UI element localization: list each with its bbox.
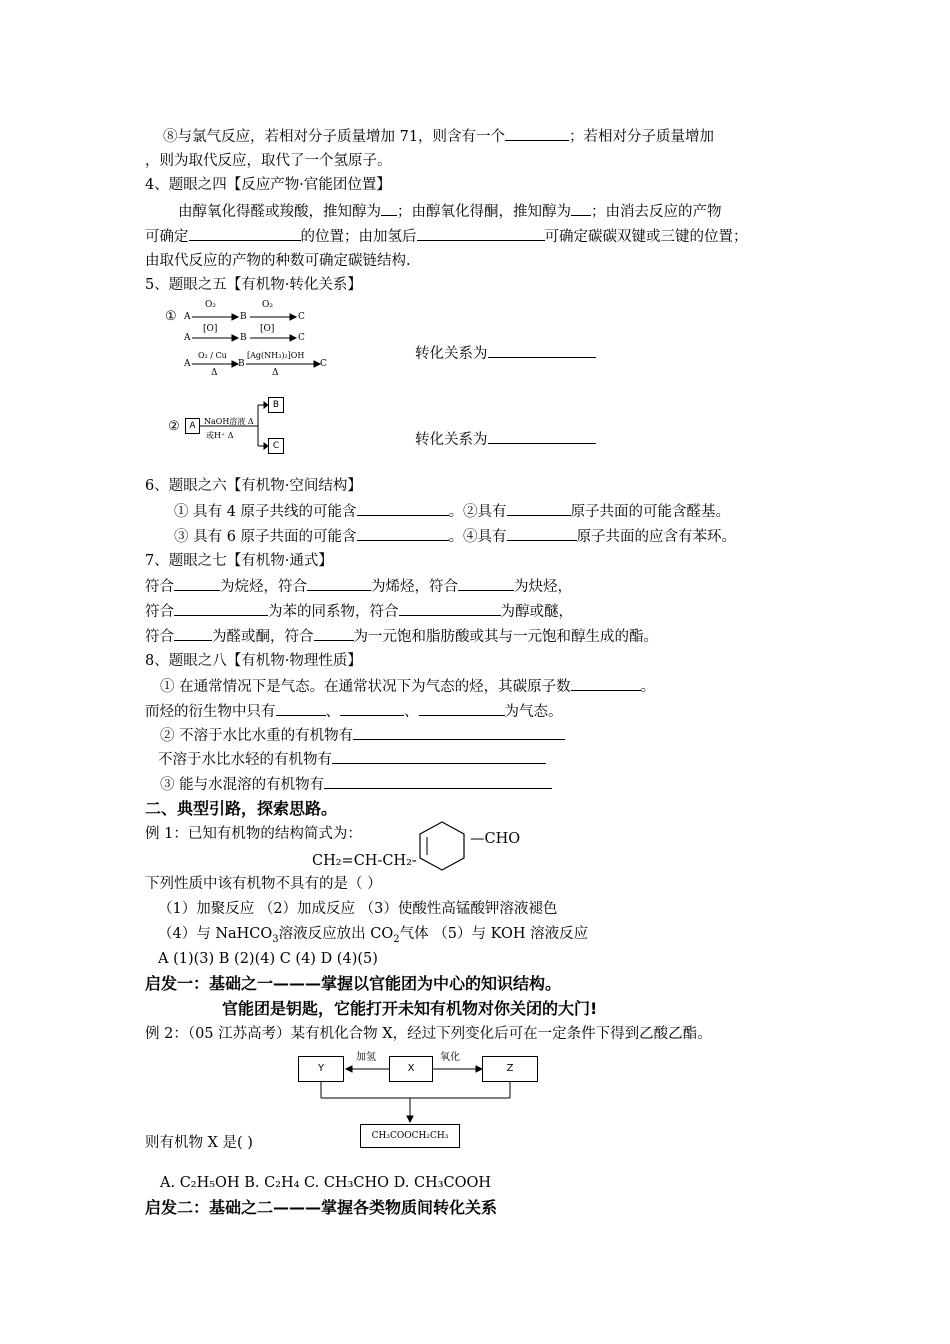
node-c: C [298, 312, 305, 322]
hint-1: 启发一：基础之一———掌握以官能团为中心的知识结构。 [145, 974, 562, 993]
label-acid: 或H⁺ Δ [206, 431, 234, 440]
blank[interactable] [488, 342, 596, 358]
line-8-cont: ，则为取代反应，取代了一个氢原子。 [145, 153, 392, 169]
label-o2: O₂ [262, 300, 273, 310]
node-b: B [240, 312, 247, 322]
s6-l1: ① 具有 4 原子共线的可能含 。②具有 原子共面的可能含醛基。 [174, 500, 730, 523]
node-z: Z [482, 1056, 538, 1082]
example2-arrows [290, 1050, 550, 1130]
node-c: C [320, 359, 327, 369]
relation-1: 转化关系为 [415, 342, 596, 365]
label-o: [O] [260, 324, 275, 334]
s4-p3: 由取代反应的产物的种数可确定碳链结构. [145, 253, 411, 269]
blank[interactable] [488, 428, 596, 444]
node-a: A [184, 312, 191, 322]
node-c: C [298, 333, 305, 343]
s7-l1: 符合 为烷烃，符合 为烯烃，符合 为炔烃， [145, 575, 572, 598]
node-x: X [389, 1056, 433, 1082]
line-8: ⑧与氯气反应，若相对分子质量增加 71，则含有一个 ；若相对分子质量增加 [163, 125, 714, 148]
diagram1-number: ① [165, 309, 177, 324]
blank[interactable] [340, 700, 404, 716]
s7-l2: 符合 为苯的同系物，符合 为醇或醚， [145, 600, 573, 623]
label-hydrogenation: 加氢 [356, 1052, 376, 1063]
blank[interactable] [174, 625, 212, 641]
blank[interactable] [419, 700, 505, 716]
section-6-title: 6、题眼之六【有机物·空间结构】 [145, 478, 362, 494]
label-o: [O] [203, 324, 218, 334]
node-b: B [238, 359, 245, 369]
s8-l5: ③ 能与水混溶的有机物有 [160, 773, 552, 796]
hint-2: 启发二：基础之二———掌握各类物质间转化关系 [145, 1198, 498, 1217]
blank[interactable] [332, 748, 546, 764]
node-a: A [184, 359, 191, 369]
section-7-title: 7、题眼之七【有机物·通式】 [145, 553, 333, 569]
label-naoh: NaOH溶液 Δ [204, 417, 254, 426]
choices-2: A. C₂H₅OH B. C₂H₄ C. CH₃CHO D. CH₃COOH [160, 1175, 492, 1191]
blank[interactable] [571, 675, 641, 691]
section-8-title: 8、题眼之八【有机物·物理性质】 [145, 653, 362, 669]
blank[interactable] [174, 575, 220, 591]
blank[interactable] [276, 700, 326, 716]
relation-2: 转化关系为 [415, 428, 596, 451]
blank[interactable] [353, 724, 565, 740]
label-delta: Δ [272, 368, 279, 378]
label-delta: Δ [211, 368, 218, 378]
allyl-chain: CH₂=CH-CH₂- [312, 853, 417, 869]
blank[interactable] [314, 625, 354, 641]
blank[interactable] [417, 225, 545, 241]
example-2: 例 2：（05 江苏高考）某有机化合物 X，经过下列变化后可在一定条件下得到乙酸乙酯。 [145, 1026, 712, 1042]
node-b-box: B [268, 397, 284, 413]
s7-l3: 符合 为醛或酮，符合 为一元饱和脂肪酸或其与一元饱和醇生成的酯。 [145, 625, 658, 648]
label-o2: O₂ [205, 300, 216, 310]
blank[interactable] [381, 200, 397, 216]
s4-p2: 可确定 的位置；由加氢后 可确定碳碳双键或三键的位置； [145, 225, 748, 248]
s6-l2: ③ 具有 6 原子共面的可能含 。④具有 原子共面的应含有苯环。 [174, 525, 736, 548]
blank[interactable] [507, 525, 577, 541]
blank[interactable] [571, 200, 591, 216]
s8-l1: ① 在通常情况下是气态。在通常状况下为气态的烃，其碳原子数 。 [160, 675, 655, 698]
options-1: （1）加聚反应 （2）加成反应 （3）使酸性高锰酸钾溶液褪色 [158, 901, 558, 917]
part2-title: 二、典型引路，探索思路。 [145, 799, 338, 818]
blank[interactable] [357, 500, 449, 516]
cho-group: —CHO [470, 831, 521, 847]
label-oxidation: 氧化 [440, 1052, 460, 1063]
blank[interactable] [458, 575, 514, 591]
s4-p1: 由醇氧化得醛或羧酸，推知醇为 ；由醇氧化得酮，推知醇为 ；由消去反应的产物 [178, 200, 722, 223]
diagram1-arrows [180, 300, 340, 380]
diagram2-number: ② [168, 419, 180, 434]
example-1: 例 1：已知有机物的结构简式为： [145, 826, 362, 842]
benzene-ring-icon [418, 820, 478, 870]
product-box: CH₃COOCH₂CH₃ [360, 1124, 460, 1148]
section-5-title: 5、题眼之五【有机物·转化关系】 [145, 277, 362, 293]
node-y: Y [298, 1056, 344, 1082]
blank[interactable] [507, 500, 571, 516]
hint-1-line2: 官能团是钥匙，它能打开未知有机物对你关闭的大门! [222, 999, 598, 1018]
blank[interactable] [505, 125, 569, 141]
node-a-box: A [185, 418, 200, 434]
node-b: B [240, 333, 247, 343]
blank[interactable] [189, 225, 301, 241]
s8-l3: ② 不溶于水比水重的有机物有 [160, 724, 565, 747]
node-c-box: C [268, 438, 284, 454]
question-2: 则有机物 X 是( ) [145, 1135, 253, 1151]
blank[interactable] [357, 525, 449, 541]
blank[interactable] [307, 575, 371, 591]
question-1: 下列性质中该有机物不具有的是（ ） [145, 876, 382, 892]
label-tollens: [Ag(NH₃)₂]OH [247, 351, 305, 360]
section-4-title: 4、题眼之四【反应产物·官能团位置】 [145, 177, 391, 193]
blank[interactable] [174, 600, 268, 616]
blank[interactable] [324, 773, 552, 789]
node-a: A [184, 333, 191, 343]
blank[interactable] [399, 600, 501, 616]
answers-1: A (1)(3) B (2)(4) C (4) D (4)(5) [158, 951, 378, 967]
s8-l4: 不溶于水比水轻的有机物有 [158, 748, 546, 771]
s8-l2: 而烃的衍生物中只有 、 、 为气态。 [145, 700, 563, 723]
options-2: （4）与 NaHCO$_3$溶液反应放出 $CO_2$气体 （5）与 KOH 溶液反应 [158, 926, 589, 945]
label-o2-cu: O₂ / Cu [198, 351, 227, 360]
